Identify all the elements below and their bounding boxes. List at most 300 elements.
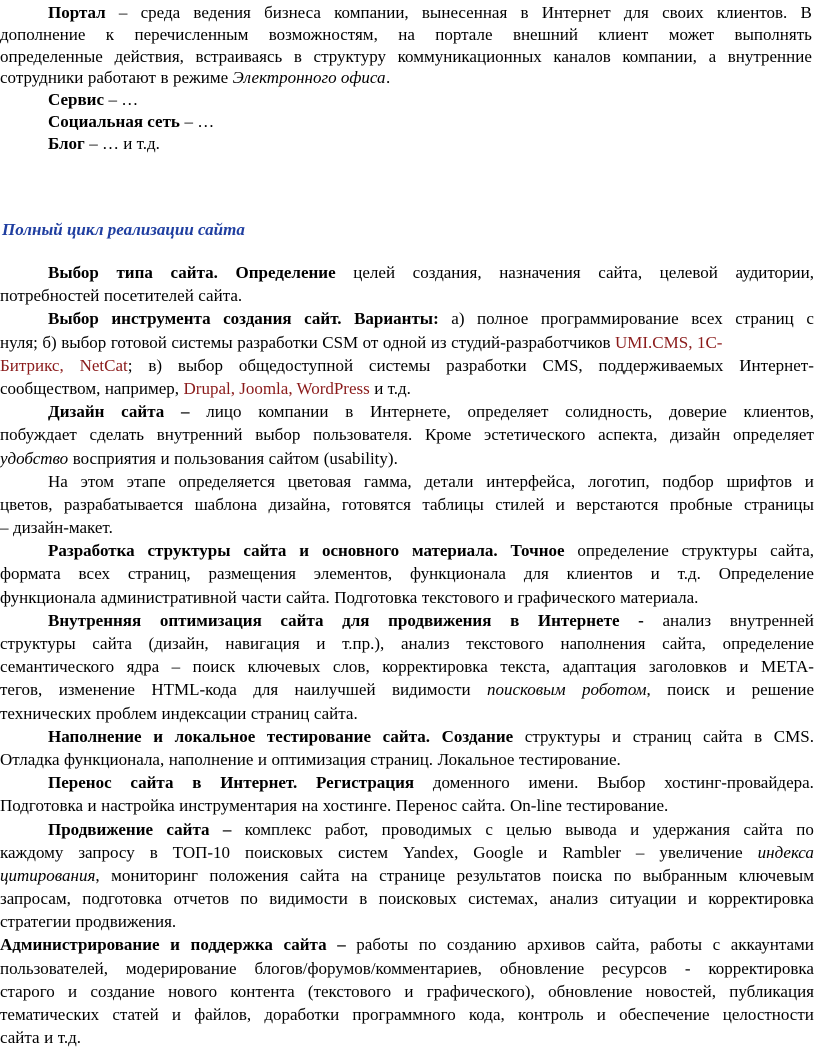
intro-section: [0, 2, 816, 155]
text-run: Создание: [441, 726, 514, 746]
text-run: компании,: [334, 3, 409, 22]
text-run: поисковых: [245, 842, 324, 862]
text-run: внутренние: [727, 46, 812, 66]
text-run: тестирование.: [566, 796, 669, 816]
text-run: на: [350, 865, 368, 885]
text-run: разработки: [446, 355, 527, 375]
text-run: детали: [424, 471, 474, 491]
body-line: [0, 332, 814, 355]
text-run: верстаются: [576, 494, 659, 514]
text-run: и: [153, 726, 164, 746]
text-run: адаптация: [562, 657, 637, 677]
text-run: запросам,: [0, 889, 71, 909]
text-run: размещения: [208, 564, 296, 584]
text-run: Внутренняя: [48, 610, 142, 630]
text-run: сайта: [702, 726, 743, 746]
text-run: анализ: [662, 610, 712, 630]
text-run: сайта.: [285, 587, 330, 607]
text-run: нового: [168, 981, 218, 1001]
text-run: стратегии: [0, 912, 71, 932]
text-run: и: [630, 819, 640, 839]
body-line: [0, 888, 814, 911]
text-run: и: [555, 494, 565, 514]
body-line: [0, 703, 814, 726]
text-run: по: [796, 819, 814, 839]
text-run: сайта: [0, 1028, 40, 1048]
text-run: клиентов: [566, 564, 633, 584]
text-run: цветов,: [0, 494, 53, 514]
text-run: к: [105, 24, 115, 44]
body-line: [0, 563, 814, 586]
text-run: компании,: [622, 46, 697, 66]
text-run: сделать: [89, 425, 145, 445]
text-run: и: [650, 564, 660, 584]
text-run: Перенос: [48, 773, 112, 793]
text-run: структуры: [0, 634, 76, 653]
text-run: ;: [127, 355, 133, 375]
text-run: графического: [517, 587, 616, 607]
text-run: увеличение: [659, 842, 743, 862]
text-run: части: [241, 587, 282, 607]
body-line: [0, 587, 814, 610]
text-run: целью: [506, 819, 552, 839]
text-run: тестирование: [266, 726, 372, 746]
body-line: [0, 934, 814, 957]
text-run: Социальная сеть: [48, 111, 180, 131]
body-line: [0, 911, 814, 934]
text-run: выбранным: [642, 865, 728, 885]
text-run: и: [503, 587, 513, 607]
text-run: своих: [662, 3, 704, 22]
text-run: цитирования: [0, 865, 96, 885]
text-run: портале: [435, 24, 493, 44]
text-run: общедоступной: [238, 355, 354, 375]
text-run: нуля;: [0, 332, 38, 352]
text-run: сайта.: [461, 796, 506, 816]
text-run: программирование: [540, 309, 679, 329]
text-run: Портал: [48, 3, 106, 22]
text-run: шаблона: [194, 494, 258, 514]
text-run: коммуникационных: [397, 46, 542, 66]
text-run: среда: [140, 3, 181, 22]
text-run: логотип,: [587, 471, 650, 491]
text-run: ,: [95, 865, 100, 885]
intro-line: [0, 111, 814, 133]
body-line: [0, 308, 814, 331]
body-line: [0, 494, 814, 517]
text-run: и: [316, 634, 326, 653]
body-line: [0, 633, 814, 656]
text-run-group: [80, 355, 133, 377]
text-run: формата: [0, 564, 61, 584]
text-run: CMS,: [542, 355, 583, 375]
text-run: настройка: [101, 796, 175, 816]
body-line: [0, 355, 814, 378]
text-run: Варианты:: [354, 309, 439, 329]
text-run: обновление: [548, 981, 633, 1001]
text-run: роботом: [581, 680, 647, 700]
text-run: положения: [209, 865, 289, 885]
body-line: [0, 865, 814, 888]
text-run: заголовков: [648, 657, 727, 677]
text-run: Интернет: [541, 3, 611, 22]
text-run: системы: [171, 332, 233, 352]
text-run: ключевым: [738, 865, 814, 885]
text-run: контента: [230, 981, 295, 1001]
text-run: создания: [223, 309, 292, 329]
text-run: клиентов.: [716, 3, 788, 22]
text-run: по: [418, 935, 437, 955]
text-run: систем: [338, 842, 388, 862]
text-run: перечисленным: [134, 24, 249, 44]
text-run: на: [398, 24, 415, 44]
text-run: функционала,: [64, 749, 165, 769]
text-run: -: [638, 610, 644, 630]
text-run: системы: [368, 355, 431, 375]
text-run: – …: [108, 90, 139, 110]
text-run: Дизайн: [48, 402, 105, 422]
text-run: сайта: [166, 819, 210, 839]
text-run: и: [44, 1028, 54, 1048]
text-run: Точное: [510, 541, 565, 561]
body-line: [0, 981, 814, 1004]
text-run: сайт.: [304, 309, 342, 329]
text-run: Продвижение: [48, 819, 154, 839]
text-run: имени.: [528, 773, 579, 793]
text-run: б): [42, 332, 57, 352]
text-run: компании: [258, 402, 329, 422]
text-run: для: [253, 680, 279, 700]
text-run: пользования: [174, 448, 265, 468]
text-run: мониторинг: [111, 865, 198, 885]
text-run: ,: [646, 680, 651, 700]
body-line: [0, 517, 814, 540]
text-run: текстового: [466, 634, 544, 653]
text-run: тематических: [0, 1005, 100, 1024]
text-run: статей: [112, 1005, 159, 1024]
text-run: определяет: [467, 402, 549, 422]
text-run-group: [582, 679, 651, 701]
text-run: разрабатывается: [63, 494, 184, 514]
text-run: от: [362, 332, 379, 352]
text-run: проблем: [95, 703, 157, 723]
text-run: аккаунтами: [730, 935, 814, 955]
text-run: вынесенная: [421, 3, 508, 22]
text-run: Электронного офиса: [232, 68, 386, 88]
text-run: сайта.: [198, 286, 243, 306]
body-line: [0, 401, 814, 424]
text-run: например,: [104, 378, 179, 398]
cms-link[interactable]: UMI.CMS,: [614, 332, 693, 352]
text-run: стилей: [495, 494, 545, 514]
text-run: административной: [100, 587, 237, 607]
text-run: гамма,: [363, 471, 412, 491]
text-run: CSM: [322, 332, 359, 352]
text-run: сайта: [743, 819, 783, 839]
text-run: сайта: [299, 865, 340, 885]
body-line: [0, 285, 814, 308]
text-run: сайта,: [595, 935, 640, 955]
text-run: сайтом: [268, 448, 320, 468]
text-run: подготовка: [82, 889, 163, 909]
text-run: каналов: [553, 46, 611, 66]
text-run: изменение: [58, 680, 135, 700]
body-line: [0, 448, 814, 471]
body-line: [0, 958, 814, 981]
intro-line: [0, 67, 814, 89]
text-run: текстового: [421, 587, 500, 607]
body-line: [0, 656, 814, 679]
cms-link[interactable]: Drupal, Joomla, WordPress: [183, 378, 370, 398]
text-run: –: [171, 657, 181, 677]
text-run: в): [148, 355, 163, 375]
text-run: обновление: [499, 958, 585, 978]
text-run: отчетов: [173, 889, 229, 909]
text-run: Кроме: [424, 425, 472, 445]
text-run: и: [612, 726, 622, 746]
text-run: выполнять: [734, 24, 812, 44]
text-run: сайта: [121, 402, 165, 422]
text-run: назначения: [499, 263, 581, 282]
text-run: действия,: [114, 46, 184, 66]
text-run: На: [48, 471, 68, 491]
text-run: поддерживаемых: [598, 355, 724, 375]
text-run: целостности: [722, 1005, 814, 1024]
text-run: в: [149, 842, 158, 862]
text-run: клиентов,: [743, 402, 814, 422]
text-run: Подготовка: [334, 587, 418, 607]
text-run: пробные: [669, 494, 733, 514]
text-run: и: [739, 657, 749, 677]
text-run: т.д.: [57, 1028, 81, 1048]
text-run: Выбор: [597, 773, 646, 793]
text-run: –: [337, 935, 346, 955]
text-run: –: [635, 842, 645, 862]
text-run: страницы: [743, 494, 814, 514]
text-run: ведения: [193, 3, 251, 22]
text-run: доверие: [668, 402, 727, 422]
text-run: и: [170, 935, 180, 955]
text-run: из: [430, 332, 447, 352]
text-run: готовой: [110, 332, 167, 352]
text-run: и: [299, 541, 310, 561]
text-run: сайта: [243, 541, 287, 561]
text-run: работы: [650, 935, 702, 955]
text-run: вывода: [565, 819, 617, 839]
text-run: шрифтов: [726, 471, 793, 491]
text-run: выбор: [61, 332, 107, 352]
text-run: видимости: [391, 680, 471, 700]
text-run: внутренней: [729, 610, 814, 630]
text-run: удобство: [0, 448, 69, 468]
text-run: ключевых: [247, 657, 321, 677]
text-run: ресурсов: [602, 958, 667, 978]
text-run: (дизайн,: [148, 634, 209, 653]
text-run: Определение: [235, 263, 336, 282]
text-run: Интернете,: [370, 402, 451, 422]
text-run: поиск: [192, 657, 236, 677]
text-run: -: [684, 958, 691, 978]
body-line: [0, 424, 814, 447]
text-run: архивов: [527, 935, 586, 955]
text-run: встраиваясь: [195, 46, 283, 66]
text-run: продвижения: [388, 610, 492, 630]
text-run: публикация: [729, 981, 814, 1001]
text-run: и: [804, 471, 814, 491]
text-run: структуры: [524, 726, 601, 746]
intro-line: [0, 133, 814, 155]
text-run: блогов/форумов/комментариев,: [254, 958, 482, 978]
text-run: инструмента: [111, 309, 211, 329]
text-run: работ,: [324, 819, 369, 839]
text-run: сайта.: [313, 703, 358, 723]
text-run: по: [613, 865, 632, 885]
text-run: доработки: [264, 1005, 340, 1024]
text-run: поисковых: [378, 889, 457, 909]
text-run: сотрудники: [0, 68, 84, 88]
text-run: поиска: [552, 865, 603, 885]
text-run: материала.: [412, 541, 498, 561]
text-run: В: [800, 3, 812, 22]
text-run: оптимизация: [159, 610, 262, 630]
text-run: таблицы: [422, 494, 484, 514]
text-run: готовятся: [341, 494, 411, 514]
text-run: выбор: [255, 425, 301, 445]
text-run: тестирование.: [518, 749, 621, 769]
text-run: комплекс: [244, 819, 312, 839]
text-run: семантического: [0, 657, 115, 677]
text-run-group: [0, 865, 100, 887]
text-run: Yandex,: [402, 842, 459, 862]
text-run: видимости: [269, 889, 348, 909]
text-run: сайта: [283, 935, 327, 955]
text-run: инструментария: [179, 796, 298, 816]
text-run: страниц,: [127, 564, 191, 584]
text-run: графического),: [426, 981, 535, 1001]
text-run: кода,: [468, 1005, 505, 1024]
text-run: структуры: [147, 541, 231, 561]
text-run: страниц: [250, 703, 310, 723]
text-run: – …: [184, 111, 215, 131]
text-run: –: [181, 402, 190, 422]
text-run: материала.: [620, 587, 699, 607]
text-run: продвижения.: [75, 912, 177, 932]
body-line: [0, 842, 814, 865]
text-run: и т.д.: [374, 378, 411, 398]
text-run: текста,: [500, 657, 551, 677]
text-run: т.д.: [677, 564, 701, 584]
text-run: сообществом,: [0, 378, 101, 398]
text-run: МЕТА-: [760, 657, 814, 677]
text-run: с: [485, 819, 493, 839]
text-run: бизнеса: [264, 3, 321, 22]
text-run: дизайн: [670, 425, 721, 445]
text-run: Отладка: [0, 749, 60, 769]
text-run: и: [726, 680, 736, 700]
text-run: этом: [80, 471, 115, 491]
text-run: в: [160, 68, 169, 88]
text-run: .: [386, 68, 391, 88]
text-run: этапе: [126, 471, 166, 491]
text-run: всех: [78, 564, 111, 584]
cms-link[interactable]: 1С-: [696, 332, 723, 352]
text-run: технических: [0, 703, 92, 723]
text-run: новостей,: [645, 981, 716, 1001]
text-run: может: [668, 24, 715, 44]
text-run: Разработка: [48, 541, 135, 561]
text-run: дизайн-макет.: [13, 518, 113, 538]
text-run: CMS.: [773, 726, 814, 746]
text-run: наполнения: [560, 634, 646, 653]
text-run: структуру: [313, 46, 387, 66]
text-run: потребностей: [0, 286, 100, 306]
cms-link[interactable]: Битрикс,: [0, 355, 64, 375]
cms-link[interactable]: NetCat: [79, 355, 128, 375]
text-run: –: [222, 819, 232, 839]
text-run: побуждает: [0, 425, 77, 445]
text-run: (текстового: [307, 981, 392, 1001]
text-run: полное: [477, 309, 529, 329]
text-run: Регистрация: [316, 773, 415, 793]
text-run: системах,: [468, 889, 539, 909]
text-run: –: [0, 518, 9, 538]
text-run: ситуации: [609, 889, 677, 909]
text-run: Определение: [718, 564, 814, 584]
text-run: в: [293, 46, 302, 66]
body-line: [0, 262, 814, 285]
text-run: внешний: [512, 24, 578, 44]
text-run: а): [451, 309, 465, 329]
text-run: оптимизация: [271, 749, 366, 769]
text-run: HTML-кода: [151, 680, 237, 700]
text-run: ТОП-10: [172, 842, 231, 862]
text-run: аудитории,: [735, 263, 814, 282]
text-run: –: [118, 3, 128, 22]
text-run: пользователей,: [0, 958, 108, 978]
text-run: целевой: [659, 263, 718, 282]
text-run: посетителей: [103, 286, 194, 306]
text-run: – … и т.д.: [89, 133, 160, 153]
text-run: сайта: [280, 610, 324, 630]
text-run: запросу: [78, 842, 135, 862]
intro-line: [0, 24, 812, 46]
text-run: поддержка: [190, 935, 273, 955]
text-run: программного: [352, 1005, 456, 1024]
body-line: [0, 1027, 814, 1050]
text-run: сайта.: [170, 263, 218, 282]
text-run: определяется: [178, 471, 275, 491]
text-run: основного: [321, 541, 400, 561]
text-run: солидность,: [565, 402, 653, 422]
text-run: разработки: [237, 332, 318, 352]
site-cycle-section: [0, 262, 816, 1050]
text-run: в: [345, 402, 354, 422]
text-run: подбор: [662, 471, 714, 491]
text-run: локальное: [174, 726, 256, 746]
text-run: создания,: [412, 263, 482, 282]
text-run: лицо: [206, 402, 242, 422]
text-run: в: [520, 3, 529, 22]
text-run: доменного: [432, 773, 510, 793]
text-run: пользователя.: [313, 425, 413, 445]
text-run: определение: [577, 541, 669, 561]
text-run: сайта: [130, 773, 174, 793]
text-run: Интернет-: [739, 355, 814, 375]
text-run: сайта,: [662, 634, 706, 653]
text-run: дополнение: [0, 24, 86, 44]
text-run: наилучшей: [294, 680, 376, 700]
text-run: Подготовка: [0, 796, 84, 816]
